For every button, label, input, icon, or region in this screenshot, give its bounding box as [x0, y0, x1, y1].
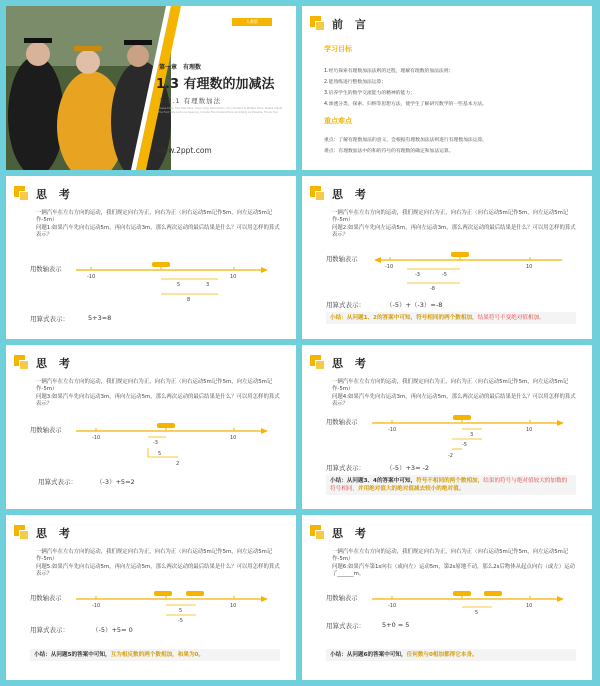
- problem-text: 一辆汽车在左右方向的运动，我们规定向右为正，向右为正（向右运动5m记作5m，向左运动5m记作-5m） 问题5:如果汽车先向右运动5m，再向左运动5m，那么两次运动的最后结果是什么？可以用怎样的算式表示？: [36, 549, 280, 578]
- keys-heading: 重点难点: [324, 117, 352, 125]
- svg-text:3: 3: [470, 432, 474, 438]
- car-icon: [154, 591, 172, 596]
- think-slide-5[interactable]: [6, 515, 296, 680]
- goals-heading: 学习目标: [324, 45, 352, 53]
- svg-text:-3: -3: [415, 272, 420, 278]
- svg-text:10: 10: [230, 603, 237, 609]
- svg-text:-3: -3: [153, 440, 158, 446]
- car-icon: [451, 252, 469, 257]
- svg-text:3: 3: [206, 282, 210, 288]
- summary-box: 小结：从问题6的答案中可知，任何数与0相加都得它本身。: [326, 649, 576, 661]
- problem-text: 一辆汽车在左右方向的运动，我们规定向右为正，向右为正（向右运动5m记作5m，向左运动5m记作-5m） 问题4:如果汽车先向右运动3m，再向左运动5m，那么两次运动的最后结果是什么？可以用怎样的算式表示？: [332, 379, 576, 408]
- tick-label: 10: [230, 274, 237, 280]
- problem-text: 一辆汽车在左右方向的运动，我们规定向右为正，向右为正（向右运动5m记作5m，向左运动5m记作-5m） 问题3:如果汽车先向右运动3m，再向左运动5m，那么两次运动的最后结果是什么？可以用怎样的算式表示？: [36, 379, 280, 408]
- website-url[interactable]: www.2ppt.com: [156, 146, 212, 155]
- svg-text:10: 10: [526, 603, 533, 609]
- svg-text:5: 5: [177, 282, 181, 288]
- svg-text:-8: -8: [430, 286, 435, 292]
- car-icon: [157, 423, 175, 428]
- goal-item: 2.能熟练进行整数加法运算；: [324, 80, 387, 85]
- expression-label: 用算式表示：: [326, 301, 365, 309]
- car-icon: [453, 415, 471, 420]
- think-title: 思 考: [36, 357, 74, 370]
- expression-value: 5+3=8: [88, 314, 112, 322]
- key-item: 难点：有理数加法中的和的符号的有理数的确定和加法运算。: [324, 149, 454, 154]
- tick-label: -10: [87, 274, 96, 280]
- svg-text:-10: -10: [388, 603, 397, 609]
- expression-value: （-5）+5= 0: [92, 626, 133, 634]
- think-title: 思 考: [36, 188, 74, 201]
- svg-text:-10: -10: [92, 435, 101, 441]
- cover-english-text: Please Enter The Title Here. Clear Copy Description. Your Content Is Written Here. Please Adjust The Font Size And Line Spacing. Include The Content Here As Simply As Possible. Thank You!: [158, 107, 283, 114]
- car-icon: [453, 591, 471, 596]
- goal-item: 1.经历探索有理数加法法则的过程，理解有理数的加法法则；: [324, 69, 454, 74]
- chapter-label: 第一章 有理数: [159, 64, 202, 71]
- svg-text:8: 8: [187, 297, 191, 303]
- axis-label: 用数轴表示: [326, 256, 358, 263]
- key-item: 重点：了解有理数加法的意义，会根据有理数加法法则进行有理数加法运算。: [324, 138, 488, 143]
- svg-text:-10: -10: [92, 603, 101, 609]
- expression-label: 用算式表示：: [326, 622, 365, 630]
- cover-subtitle: 1.3.1 有理数加法: [159, 97, 222, 105]
- expression-label: 用算式表示：: [38, 478, 77, 486]
- preface-slide[interactable]: [302, 6, 592, 170]
- cover-slide[interactable]: [6, 6, 296, 170]
- cover-title: 1.3 有理数的加减法: [156, 77, 275, 92]
- think-slide-3[interactable]: [6, 345, 296, 509]
- expression-label: 用算式表示：: [30, 626, 69, 634]
- edition-tag: 人教版: [232, 18, 272, 26]
- think-title: 思 考: [332, 357, 370, 370]
- expression-label: 用算式表示：: [326, 464, 365, 472]
- summary-box: 小结：从问题3、4的答案中可知，符号不相同的两个数相加，结果的符号与绝对值较大的加数的符号相同，并用绝对值大的绝对值减去较小的绝对值。: [326, 475, 576, 495]
- goal-item: 3.培养学生的数学交流能力的精神的能力；: [324, 91, 415, 96]
- axis-label: 用数轴表示: [30, 595, 62, 602]
- think-title: 思 考: [36, 527, 74, 540]
- svg-text:-5: -5: [442, 272, 447, 278]
- axis-label: 用数轴表示: [326, 419, 358, 426]
- think-slide-4[interactable]: [302, 345, 592, 509]
- axis-label: 用数轴表示: [326, 595, 358, 602]
- svg-text:-2: -2: [448, 453, 453, 459]
- think-slide-1[interactable]: [6, 176, 296, 339]
- svg-text:5: 5: [179, 608, 183, 614]
- think-slide-2[interactable]: [302, 176, 592, 339]
- think-slide-6[interactable]: [302, 515, 592, 680]
- axis-label: 用数轴表示: [30, 266, 62, 273]
- car-icon: [152, 262, 170, 267]
- svg-text:10: 10: [230, 435, 237, 441]
- think-title: 思 考: [332, 188, 370, 201]
- svg-text:5: 5: [475, 610, 479, 616]
- summary-box: 小结：从问题1、2的答案中可知，符号相同的两个数相加，结果符号不变绝对值相加。: [326, 312, 576, 324]
- problem-text: 一辆汽车在左右方向的运动，我们规定向右为正，向右为正（向右运动5m记作5m，向左运动5m记作-5m） 问题2:如果汽车先向左运动5m，再向左运动3m，那么两次运动的最后结果是什么？可以用怎样的算式表示？: [332, 210, 576, 239]
- preface-title: 前 言: [332, 18, 370, 31]
- think-title: 思 考: [332, 527, 370, 540]
- svg-text:-5: -5: [178, 618, 183, 624]
- svg-text:10: 10: [526, 264, 533, 270]
- svg-text:-10: -10: [385, 264, 394, 270]
- svg-text:2: 2: [176, 461, 180, 467]
- expression-value: 5+0 = 5: [382, 621, 410, 629]
- expression-value: （-5）+（-3）=-8: [386, 301, 443, 309]
- summary-box: 小结：从问题5的答案中可知，互为相反数的两个数相加，和果为0。: [30, 649, 280, 661]
- expression-value: （-3）+5=2: [96, 478, 135, 486]
- expression-label: 用算式表示：: [30, 315, 69, 323]
- goal-item: 4.渗透分类、探索、归纳等思想方法，使学生了解研究数学的一些基本方法。: [324, 102, 487, 107]
- svg-text:10: 10: [526, 427, 533, 433]
- problem-text: 一辆汽车在左右方向的运动，我们规定向右为正，向右为正（向右运动5m记作5m，向左运动5m记作-5m） 问题6:如果汽车第1s向右（或向左）运动5m，第2s原地不动，那么2s后物体从起点向右（或左）运动了______m。: [332, 549, 575, 578]
- svg-text:5: 5: [158, 451, 162, 457]
- car-icon: [484, 591, 502, 596]
- section-icon: [310, 16, 325, 31]
- svg-text:-5: -5: [462, 442, 467, 448]
- problem-text: 一辆汽车在左右方向的运动，我们规定向右为正，向右为正（向右运动5m记作5m，向左运动5m记作-5m） 问题1:如果汽车先向右运动5m，再向右运动3m，那么两次运动的最后结果是什么？可以用怎样的算式表示？: [36, 210, 280, 239]
- svg-text:-10: -10: [388, 427, 397, 433]
- car-icon: [186, 591, 204, 596]
- axis-label: 用数轴表示: [30, 427, 62, 434]
- expression-value: （-5）+3= -2: [386, 464, 430, 472]
